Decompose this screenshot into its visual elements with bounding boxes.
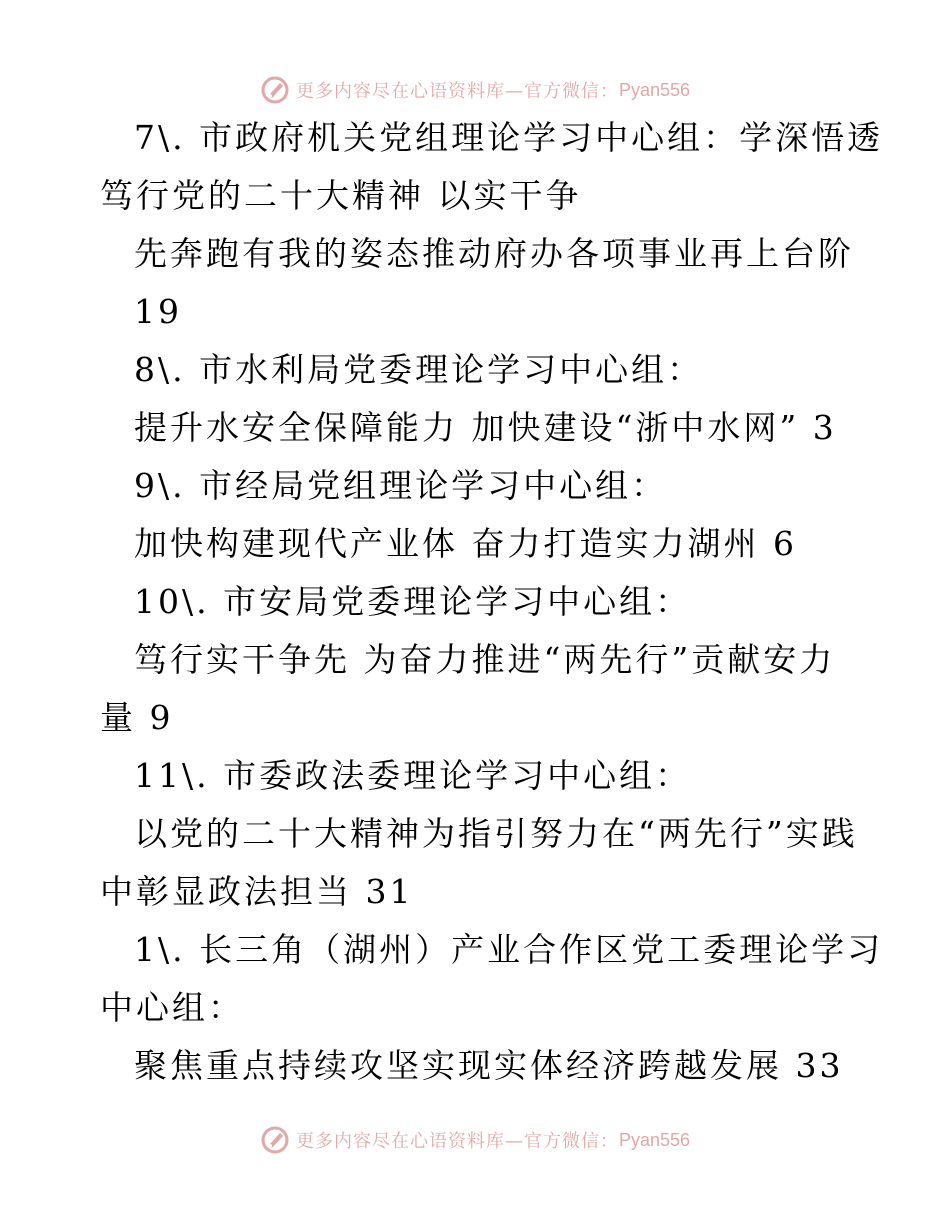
watermark-text: 更多内容尽在心语资料库—官方微信： — [295, 1131, 619, 1152]
toc-line: 笃行实干争先 为奋力推进“两先行”贡献安力 — [134, 640, 836, 679]
toc-line: 加快构建现代产业体 奋力打造实力湖州 6 — [134, 524, 797, 563]
toc-line: 笃行党的二十大精神 以实干争 — [100, 176, 582, 215]
watermark-logo-icon — [260, 75, 290, 105]
toc-line: 提升水安全保障能力 加快建设“浙中水网” 3 — [134, 408, 837, 447]
toc-line: 8\. 市水利局党委理论学习中心组： — [134, 350, 704, 389]
toc-line: 1\. 长三角（湖州）产业合作区党工委理论学习 — [134, 930, 884, 969]
toc-line: 中心组： — [100, 988, 244, 1027]
toc-line: 11\. 市委政法委理论学习中心组： — [134, 756, 692, 795]
toc-line: 量 9 — [100, 698, 174, 737]
toc-line: 19 — [134, 292, 182, 331]
watermark-id: Pyan556 — [618, 1129, 691, 1150]
watermark-id: Pyan556 — [618, 79, 691, 100]
toc-line: 先奔跑有我的姿态推动府办各项事业再上台阶 — [134, 234, 854, 273]
watermark-text: 更多内容尽在心语资料库—官方微信： — [295, 81, 619, 102]
header-watermark — [0, 70, 950, 110]
toc-line: 10\. 市安局党委理论学习中心组： — [134, 582, 692, 621]
toc-line: 9\. 市经局党组理论学习中心组： — [134, 466, 668, 505]
toc-line: 中彰显政法担当 31 — [100, 872, 414, 911]
toc-line: 7\. 市政府机关党组理论学习中心组：学深悟透 — [134, 118, 884, 157]
footer-watermark — [0, 1120, 950, 1160]
toc-line: 聚焦重点持续攻坚实现实体经济跨越发展 33 — [134, 1046, 844, 1085]
toc-line: 以党的二十大精神为指引努力在“两先行”实践 — [134, 814, 858, 853]
watermark-logo-icon — [260, 1125, 290, 1155]
